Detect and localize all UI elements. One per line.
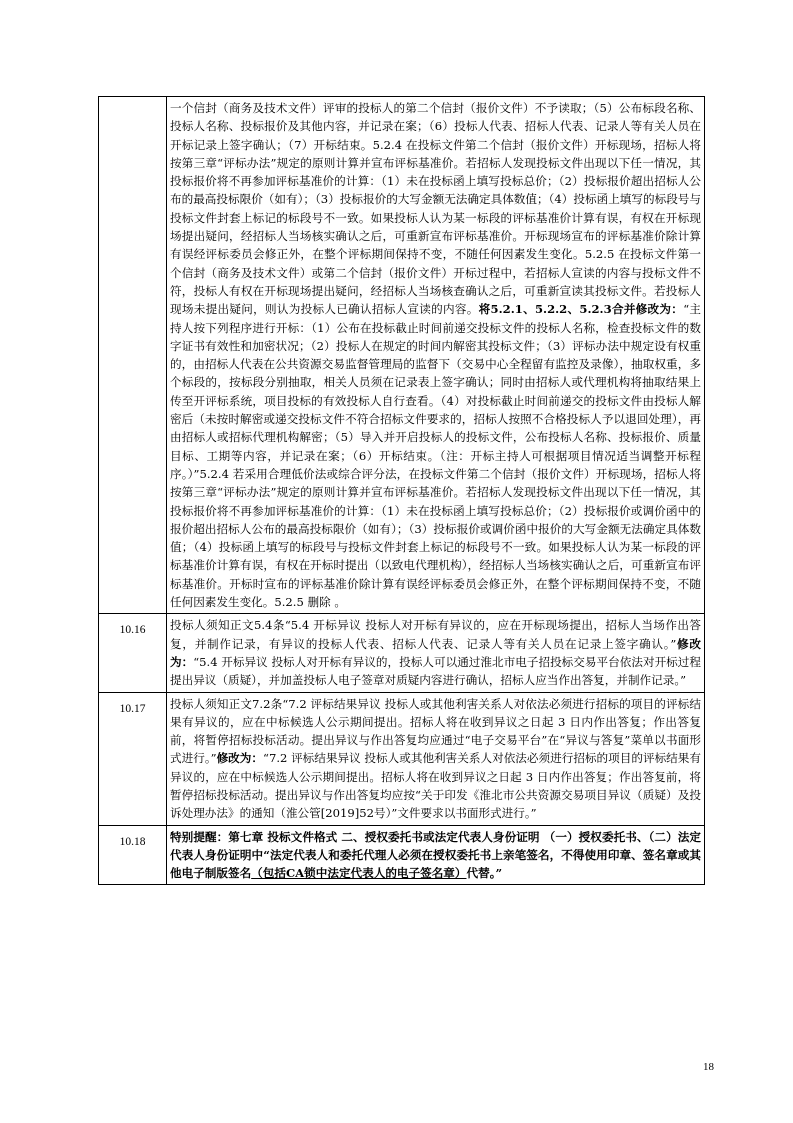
table-row: [99, 97, 705, 614]
row-bold-text: 修改为：: [216, 751, 264, 766]
row-bold-text: 将5.2.1、5.2.2、5.2.3合并修改为：: [478, 302, 684, 317]
table-row: [99, 692, 705, 825]
row-number: 10.16: [99, 614, 167, 692]
table-row: [99, 825, 705, 885]
row-number: 10.18: [99, 825, 167, 885]
row-text-continued: “7.2 评标结果异议 投标人或其他利害关系人对依法必须进行招标的项目的评标结果有异议的，应在中标候选人公示期间提出。招标人将在收到异议之日起 3 日内作出答复；作出答复前，将暂停招标投标活动。提出异议与作出答复均应按“关于印发《淮北市公共资源交易项目异议（质疑）及投诉处理办法》的通知（淮公管[2019]52号）”文件要求以书面形式进行。”: [170, 751, 701, 821]
row-text: 投标人须知正文5.4条“5.4 开标异议 投标人对开标有异议的，应在开标现场提出，招标人当场作出答复，并制作记录，有异议的投标人代表、招标人代表、记录人等有关人员在记录上签字确认。”: [170, 618, 701, 651]
row-bold-text: 修改为：: [170, 636, 701, 669]
row-text: 投标人须知正文7.2条“7.2 评标结果异议 投标人或其他利害关系人对依法必须进行招标的项目的评标结果有异议的，应在中标候选人公示期间提出。招标人将在收到异议之日起 3 日内作出答复；作出答复前，将暂停招标投标活动。提出异议与作出答复均应通过“电子交易平台”在“异议与答复”菜单以书面形式进行。”: [170, 696, 701, 766]
row-content: [167, 97, 705, 614]
amendment-table: [98, 96, 705, 885]
row-content: [167, 692, 705, 825]
table-row: [99, 614, 705, 692]
page-number: 18: [703, 1061, 714, 1073]
row-bold-underlined-text: （包括CA锁中法定代表人的电子签名章）: [251, 866, 467, 881]
row-number: [99, 97, 167, 614]
row-number: 10.17: [99, 692, 167, 825]
row-bold-text: 特别提醒：第七章 投标文件格式 二、授权委托书或法定代表人身份证明 （一）授权委托书、（二）法定代表人身份证明中“法定代表人和委托代理人必须在授权委托书上亲笔签名，不得使用印章、签名章或其他电子制版签名: [170, 829, 701, 881]
row-bold-tail-text: 代替。”: [466, 866, 503, 881]
row-content: [167, 825, 705, 885]
row-text-continued: “主持人按下列程序进行开标：（1）公布在投标截止时间前递交投标文件的投标人名称，检查投标文件的数字证书有效性和加密状况；（2）投标人在规定的时间内解密其投标文件；（3）评标办法中规定设有权重的，由招标人代表在公共资源交易监督管理局的监督下（交易中心全程留有监控及录像），抽取权重，多个标段的，按标段分别抽取，相关人员须在记录表上签字确认；同时由招标人或代理机构将抽取结果上传至开评标系统，项目投标的有效投标人自行查看。（4）对投标截止时间前递交的投标文件由投标人解密后（未按时解密或递交投标文件不符合招标文件要求的，招标人按照不合格投标人予以退回处理），再由招标人或招标代理机构解密；（5）导入并开启投标人的投标文件，公布投标人名称、投标报价、质量目标、工期等内容，并记录在案；（6）开标结束。（注：开标主持人可根据项目情况适当调整开标程序。）”5.2.4 若采用合理低价法或综合评分法，在投标文件第二个信封（报价文件）开标现场，招标人将按第三章“评标办法”规定的原则计算并宣布评标基准价。若招标人发现投标文件出现以下任一情况，其投标报价将不再参加评标基准价的计算：（1）未在投标函上填写投标总价；（2）投标报价或调价函中的报价超出招标人公布的最高投标限价（如有）；（3）投标报价或调价函中报价的大写金额无法确定具体数值；（4）投标函上填写的标段号与投标文件封套上标记的标段号不一致。如果投标人认为某一标段的评标基准价计算有误，有权在开标时提出（以致电代理机构），经招标人当场核实确认之后，可重新宣布评标基准价。开标时宣布的评标基准价除计算有误经评标委员会修正外，在整个评标期间保持不变，不随任何因素发生变化。5.2.5 删除 。: [170, 302, 701, 610]
row-text-continued: “5.4 开标异议 投标人对开标有异议的，投标人可以通过淮北市电子招投标交易平台依法对开标过程提出异议（质疑），并加盖投标人电子签章对质疑内容进行确认，招标人应当作出答复，并制作记录。”: [170, 654, 701, 688]
row-text: 一个信封（商务及技术文件）评审的投标人的第二个信封（报价文件）不予读取；（5）公布标段名称、投标人名称、投标报价及其他内容，并记录在案；（6）投标人代表、招标人代表、记录人等有关人员在开标记录上签字确认；（7）开标结束。5.2.4 在投标文件第二个信封（报价文件）开标现场，招标人将按第三章“评标办法”规定的原则计算并宣布评标基准价。若招标人发现投标文件出现以下任一情况，其投标报价将不再参加评标基准价的计算：（1）未在投标函上填写投标总价；（2）投标报价超出招标人公布的最高投标限价（如有）；（3）投标报价的大写金额无法确定具体数值；（4）投标函上填写的标段号与投标文件封套上标记的标段号不一致。如果投标人认为某一标段的评标基准价计算有误，有权在开标现场提出疑问，经招标人当场核实确认之后，可重新宣布评标基准价。开标现场宣布的评标基准价除计算有误经评标委员会修正外，在整个评标期间保持不变，不随任何因素发生变化。5.2.5 在投标文件第一个信封（商务及技术文件）或第二个信封（报价文件）开标过程中，若招标人宣读的内容与投标文件不符，投标人有权在开标现场提出疑问，经招标人当场核查确认之后，可重新宣读其投标文件。若投标人现场未提出疑问，则认为投标人已确认招标人宣读的内容。: [170, 101, 701, 317]
row-content: [167, 614, 705, 692]
